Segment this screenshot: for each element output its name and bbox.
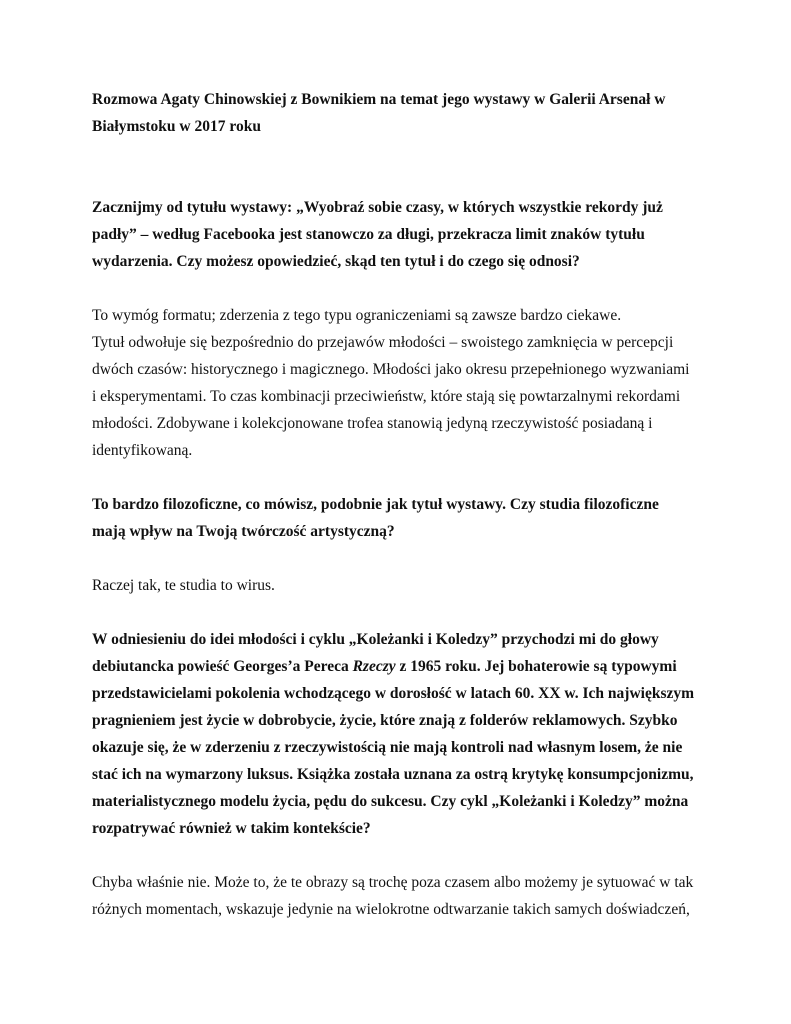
document-body [92, 86, 720, 923]
question-line: padły” – według Facebooka jest stanowczo za długi, przekracza limit znaków tytułu [92, 226, 645, 243]
answer-1 [92, 302, 720, 464]
book-title: Rzeczy [352, 658, 396, 675]
question-line: W odniesieniu do idei młodości i cyklu „Koleżanki i Koledzy” przychodzi mi do głowy [92, 631, 659, 648]
answer-3 [92, 869, 720, 923]
answer-line: To wymóg formatu; zderzenia z tego typu ograniczeniami są zawsze bardzo ciekawe. [92, 307, 622, 324]
answer-line: różnych momentach, wskazuje jedynie na wielokrotne odtwarzanie takich samych doświadczeń, [92, 901, 690, 918]
answer-line: Tytuł odwołuje się bezpośrednio do przejawów młodości – swoistego zamknięcia w percepcji [92, 334, 674, 351]
answer-line: i eksperymentami. To czas kombinacji przeciwieństw, które stają się powtarzalnymi rekordami [92, 388, 681, 405]
question-line: okazuje się, że w zderzeniu z rzeczywistością nie mają kontroli nad własnym losem, że nie [92, 739, 683, 756]
question-text: debiutancka powieść Georges’a Pereca [92, 658, 353, 675]
question-line: wydarzenia. Czy możesz opowiedzieć, skąd ten tytuł i do czego się odnosi? [92, 253, 580, 270]
title-line: Rozmowa Agaty Chinowskiej z Bownikiem na temat jego wystawy w Galerii Arsenał w [92, 91, 666, 108]
question-1 [92, 194, 720, 275]
question-line: stać ich na wymarzony luksus. Książka została uznana za ostrą krytykę konsumpcjonizmu, [92, 766, 694, 783]
answer-line: identyfikowaną. [92, 442, 193, 459]
question-line: pragnieniem jest życie w dobrobycie, życie, które znają z folderów reklamowych. Szybko [92, 712, 678, 729]
question-3 [92, 626, 720, 842]
answer-2 [92, 572, 720, 599]
question-line: przedstawicielami pokolenia wchodzącego w dorosłość w latach 60. XX w. Ich największym [92, 685, 695, 702]
question-line: materialistycznego modelu życia, pędu do sukcesu. Czy cykl „Koleżanki i Koledzy” można [92, 793, 689, 810]
interview-title [92, 86, 720, 140]
question-line: mają wpływ na Twoją twórczość artystyczną? [92, 523, 395, 540]
question-line: Zacznijmy od tytułu wystawy: „Wyobraź sobie czasy, w których wszystkie rekordy już [92, 199, 663, 216]
answer-line: Raczej tak, te studia to wirus. [92, 577, 275, 594]
question-2 [92, 491, 720, 545]
answer-line: dwóch czasów: historycznego i magicznego. Młodości jako okresu przepełnionego wyzwaniami [92, 361, 690, 378]
question-line: rozpatrywać również w takim kontekście? [92, 820, 371, 837]
question-text: z 1965 roku. Jej bohaterowie są typowymi [395, 658, 677, 675]
title-line: Białymstoku w 2017 roku [92, 118, 261, 135]
answer-line: Chyba właśnie nie. Może to, że te obrazy są trochę poza czasem albo możemy je sytuować w tak [92, 874, 694, 891]
question-line: To bardzo filozoficzne, co mówisz, podobnie jak tytuł wystawy. Czy studia filozoficzne [92, 496, 659, 513]
answer-line: młodości. Zdobywane i kolekcjonowane trofea stanowią jedyną rzeczywistość posiadaną i [92, 415, 653, 432]
question-line [92, 653, 720, 680]
